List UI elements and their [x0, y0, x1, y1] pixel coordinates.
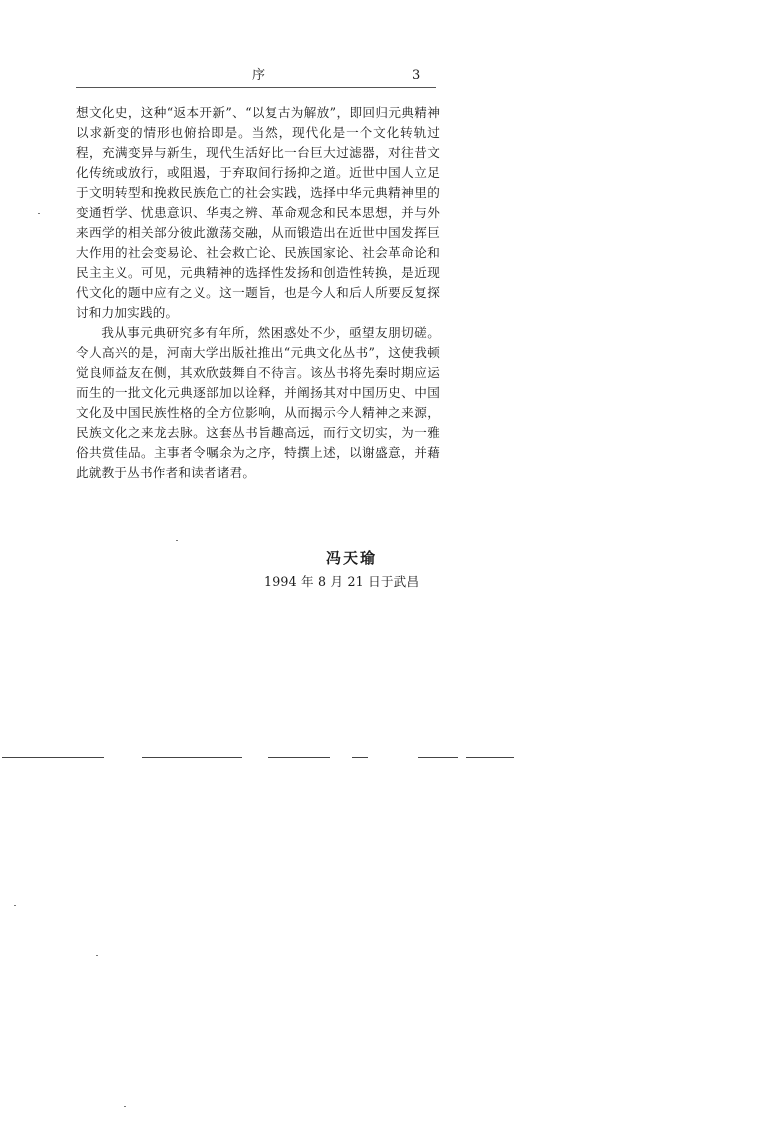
running-header	[76, 68, 436, 88]
scan-speck	[38, 213, 40, 214]
author-signature: 冯天瑜	[326, 549, 378, 567]
scan-rule-segment	[466, 757, 514, 758]
scan-rule-segment	[2, 757, 104, 758]
header-title: 序	[252, 68, 266, 83]
header-rule	[76, 87, 436, 88]
scan-rule-segment	[418, 757, 458, 758]
preface-body	[76, 103, 440, 483]
page-number: 3	[412, 68, 421, 83]
date-line: 1994 年 8 月 21 日于武昌	[264, 574, 420, 589]
paragraph-1: 想文化史，这种“返本开新”、“以复古为解放”，即回归元典精神以求新变的情形也俯拾即是。当然，现代化是一个文化转轨过程，充满变异与新生，现代生活好比一台巨大过滤器，对往昔文化传统或放行，或阻遏，于弃取间行扬抑之道。近世中国人立足于文明转型和挽救民族危亡的社会实践，选择中华元典精神里的变通哲学、忧患意识、华夷之辨、革命观念和民本思想，并与外来西学的相关部分彼此激荡交融，从而锻造出在近世中国发挥巨大作用的社会变易论、社会救亡论、民族国家论、社会革命论和民主主义。可见，元典精神的选择性发扬和创造性转换，是近现代文化的题中应有之义。这一题旨，也是今人和后人所要反复探讨和力加实践的。	[76, 105, 440, 320]
scan-speck	[124, 1106, 126, 1107]
scan-speck	[176, 540, 178, 541]
scan-rule-segment	[142, 757, 242, 758]
scan-speck	[14, 905, 16, 906]
scan-speck	[96, 955, 98, 956]
paragraph-2: 我从事元典研究多有年所，然困惑处不少，亟望友朋切磋。令人高兴的是，河南大学出版社推出“元典文化丛书”，这使我顿觉良师益友在侧，其欢欣鼓舞自不待言。该丛书将先秦时期应运而生的一批文化元典逐部加以诠释，并阐扬其对中国历史、中国文化及中国民族性格的全方位影响，从而揭示今人精神之来源，民族文化之来龙去脉。这套丛书旨趣高远，而行文切实，为一雅俗共赏佳品。主事者令嘱余为之序，特撰上述，以谢盛意，并藉此就教于丛书作者和读者诸君。	[76, 325, 440, 480]
scan-rule-segment	[268, 757, 330, 758]
scan-rule-segment	[352, 757, 368, 758]
